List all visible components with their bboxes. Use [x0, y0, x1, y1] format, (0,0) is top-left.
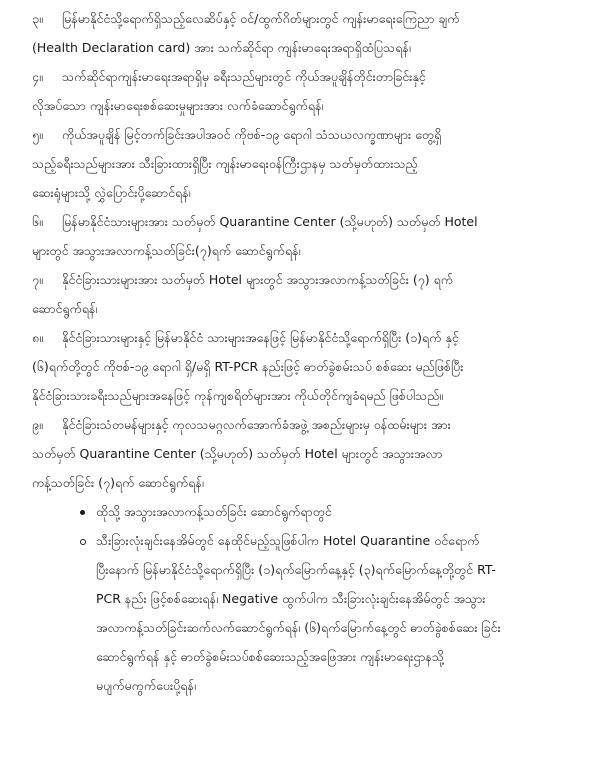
item-number: ၅။	[32, 127, 43, 142]
text-line: နိုင်ငံခြားသံတမန်များနှင့် ကုလသမဂ္ဂလက်အောက်ခံအဖွဲ့ အစည်းများမှ ဝန်ထမ်းများ အား	[62, 417, 451, 432]
text-line: ဆေးရုံများသို့ လွှဲပြောင်းပို့ဆောင်ရန်၊	[32, 185, 191, 200]
item-text	[32, 120, 572, 207]
list-item	[32, 323, 572, 410]
item-text	[32, 410, 572, 497]
text-line: ထိုသို့ အသွားအလာကန့်သတ်ခြင်း ဆောင်ရွက်ရာတွင်	[96, 504, 332, 519]
text-line: ဆောင်ရွက်ရန် နှင့် ဓာတ်ခွဲစမ်းသပ်စစ်ဆေးသည့်အဖြေအား ကျန်းမာရေးဌာနသို့	[96, 649, 444, 664]
text-line: ပြီးနောက် မြန်မာနိုင်ငံသို့ရောက်ရှိပြီး (၁)ရက်မြောက်နေ့နှင့် (၃)ရက်မြောက်နေ့တို့တွင် RT-	[96, 562, 496, 577]
item-text	[32, 323, 572, 410]
text-line: နိုင်ငံခြားသားခရီးသည်များအနေဖြင့် ကုန်ကျစရိတ်များအား ကိုယ်တိုင်ကျခံရမည် ဖြစ်ပါသည်။	[32, 388, 444, 403]
list-item	[32, 265, 572, 323]
item-number: ၃။	[32, 11, 43, 26]
text-line: မပျက်မကွက်ပေးပို့ရန်၊	[96, 678, 196, 693]
text-line: များတွင် အသွားအလာကန့်သတ်ခြင်း(၇)ရက် ဆောင်ရွက်ရန်၊	[32, 243, 301, 258]
text-line: မြန်မာနိုင်ငံသို့ရောက်ရှိသည့်လေဆိပ်နှင့် ဝင်/ထွက်ဂိတ်များတွင် ကျန်းမာရေးကြေညာ ချက်	[62, 11, 460, 26]
bullet-circle-icon	[80, 526, 86, 555]
sub-bullet-item	[32, 526, 572, 700]
list-item	[32, 120, 572, 207]
list-item	[32, 410, 572, 497]
item-number: ၆။	[32, 214, 43, 229]
text-line: အလာကန့်သတ်ခြင်းဆက်လက်ဆောင်ရွက်ရန်၊ (၆)ရက်မြောက်နေ့တွင် ဓာတ်ခွဲစစ်ဆေး ခြင်း	[96, 620, 501, 635]
item-number: ၉။	[32, 417, 43, 432]
text-line: သီးခြားလုံးချင်းနေအိမ်တွင် နေထိုင်မည့်သူဖြစ်ပါက Hotel Quarantine ဝင်ရောက်	[96, 533, 480, 548]
item-number: ၇။	[32, 272, 43, 287]
list-item	[32, 62, 572, 120]
item-number: ၄။	[32, 69, 43, 84]
bullet-item	[32, 497, 572, 526]
text-line: ကိုယ်အပူချိန် မြင့်တက်ခြင်းအပါအဝင် ကိုဗစ်-၁၉ ရောဂါ သံသယလက္ခဏာများ တွေ့ရှိ	[62, 127, 442, 142]
text-line: နိုင်ငံခြားသားများအား သတ်မှတ် Hotel များတွင် အသွားအလာကန့်သတ်ခြင်း (၇) ရက်	[62, 272, 454, 287]
text-line: သက်ဆိုင်ရာကျန်းမာရေးအရာရှိမှ ခရီးသည်များတွင် ကိုယ်အပူချိန်တိုင်းတာခြင်းနှင့်	[62, 69, 426, 84]
text-line: သည့်ခရီးသည်များအား သီးခြားထားရှိပြီး ကျန်းမာရေးဝန်ကြီးဌာနမှ သတ်မှတ်ထားသည့်	[32, 156, 418, 171]
bullet-list	[32, 497, 572, 700]
item-text	[32, 207, 572, 265]
text-line: ကန့်သတ်ခြင်း (၇)ရက် ဆောင်ရွက်ရန်၊	[32, 475, 204, 490]
text-line: (၆)ရက်တို့တွင် ကိုဗစ်-၁၉ ရောဂါ ရှိ/မရှိ RT-PCR နည်းဖြင့် ဓာတ်ခွဲစမ်းသပ် စစ်ဆေး မည်ဖြစ်ပြီး	[32, 359, 464, 374]
list-item	[32, 207, 572, 265]
text-line: မြန်မာနိုင်ငံသားများအား သတ်မှတ် Quarantine Center (သို့မဟုတ်) သတ်မှတ် Hotel	[62, 214, 478, 229]
text-line: သတ်မှတ် Quarantine Center (သို့မဟုတ်) သတ်မှတ် Hotel များတွင် အသွားအလာ	[32, 446, 443, 461]
bullet-dot-icon	[80, 497, 85, 526]
item-text	[32, 265, 572, 323]
text-line: နိုင်ငံခြားသားများနှင့် မြန်မာနိုင်ငံ သားများအနေဖြင့် မြန်မာနိုင်ငံသို့ရောက်ရှိပြီး (၁)ရက် နှင့်	[62, 330, 459, 345]
item-text	[32, 62, 572, 120]
numbered-list	[32, 4, 572, 497]
text-line: (Health Declaration card) အား သက်ဆိုင်ရာ ကျန်းမာရေးအရာရှိထံပြသရန်၊	[32, 40, 411, 55]
list-item	[32, 4, 572, 62]
text-line: PCR နည်း ဖြင့်စစ်ဆေးရန်၊ Negative ထွက်ပါက သီးခြားလုံးချင်းနေအိမ်တွင် အသွား	[96, 591, 486, 606]
text-line: လိုအပ်သော ကျန်းမာရေးစစ်ဆေးမှုများအား လက်ခံဆောင်ရွက်ရန်၊	[32, 98, 324, 113]
item-number: ၈။	[32, 330, 43, 345]
text-line: ဆောင်ရွက်ရန်၊	[32, 301, 98, 316]
item-text	[32, 4, 572, 62]
